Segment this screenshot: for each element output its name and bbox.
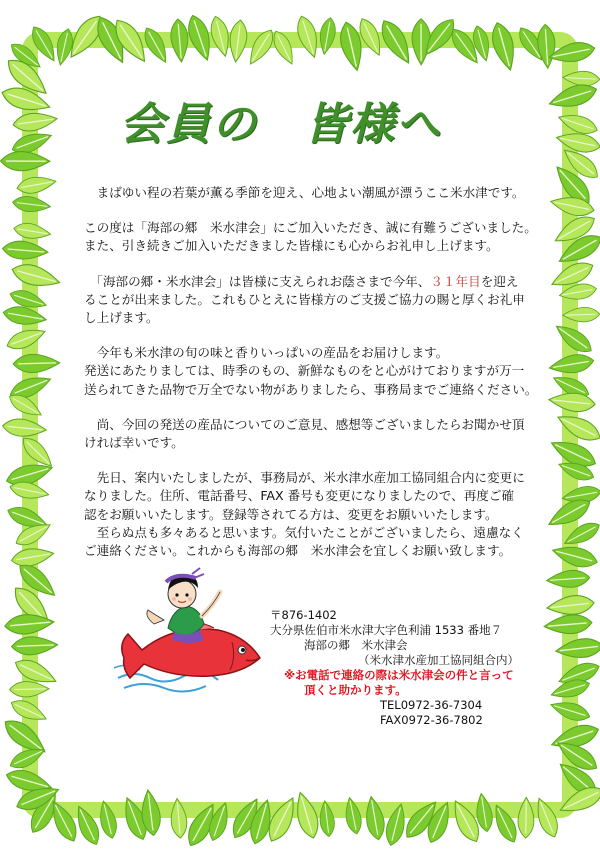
text-line: まばゆい程の若葉が薫る季節を迎え、心地よい潮風が漂うここ米水津です。 [84,185,525,200]
phone-note: ※お電話で連絡の際は米水津会の件と言って [284,668,514,682]
page-title: 会員の 皆様へ [120,99,442,150]
leaf-icon [1,151,50,170]
contact-block [270,608,519,728]
office-location: （米水津水産加工協同組合内） [358,653,519,667]
leaf-icon [2,304,48,328]
leaf-icon [11,636,58,656]
text-line: 尚、今回の発送の産品についてのご意見、感想等ございましたらお聞かせ頂 [84,416,525,432]
org-name: 海部の郷 米水津会 [304,638,408,652]
paragraph-shipping [84,344,556,399]
anniversary-highlight: ３１年目 [430,273,481,289]
leaf-icon [10,545,55,569]
leaf-icon [2,417,47,438]
leaf-icon [13,354,60,373]
leaf-icon [317,16,338,55]
leaf-icon [546,594,595,618]
text-line: ることが出来ました。これもひとえに皆様方のご支援ご協力の賜と厚くお礼申 [84,291,525,307]
address: 大分県佐伯市米水津大字色利浦 1533 番地７ [270,623,503,637]
text-line: ければ幸いです。 [84,435,184,451]
fax-number: FAX0972-36-7802 [380,713,483,727]
letter-body [84,184,556,577]
text-line: 先日、案内いたしましたが、事務局が、米水津水産加工協同組合内に変更に [84,470,525,486]
leaf-icon [555,637,600,661]
paragraph-anniversary [84,273,556,328]
leaf-icon [2,240,49,261]
text-line: ご連絡ください。これからも海部の郷 米水津会を宜しくお願い致します。 [84,543,512,559]
text-line: 認をお願いいたします。登録等されてる方は、変更をお願いいたします。 [84,506,498,522]
leaf-icon [412,19,430,65]
tel-number: TEL0972-36-7304 [380,698,483,712]
leaf-icon [9,681,49,697]
phone-note-cont: 頂くと助かります。 [304,683,407,697]
text-segment: を迎え [480,273,519,289]
leaf-icon [543,613,592,636]
text-line: し上げます。 [84,310,159,326]
leaf-icon [16,174,58,196]
text-line: 今年も米水津の旬の味と香りいっぱいの産品をお届けします。 [84,345,449,361]
leaf-icon [227,19,248,63]
leaf-icon [12,110,58,133]
text-line: 送られてきた品物で万全でない物がありましたら、事務局までご連絡ください。 [84,381,538,397]
text-line: また、引き続きご加入いただきました皆様にも心からお礼申し上げます。 [84,238,499,254]
paragraph-office-change [84,469,556,560]
leaf-icon [13,221,52,241]
leaf-icon [169,18,189,62]
leaf-icon [12,195,52,214]
text-line: なりました。住所、電話番号、FAX 番号も変更になりましたので、再度ご確 [84,488,515,504]
text-line: この度は「海部の郷 米水津会」にご加入いただき、誠に有難うございました。 [84,220,537,236]
text-line: 至らぬ点も多々あると思います。気付いたことがございましたら、遠慮なく [84,524,524,540]
text-line [84,273,556,291]
mascot-illustration-icon [114,566,264,696]
paragraph-feedback [84,416,556,452]
paragraph-thanks [84,219,556,255]
paragraph-greeting [84,184,556,202]
text-segment: 「海部の郷・米水津会」は皆様に支えられお蔭さまで今年、 [84,273,431,289]
leaf-icon [537,24,557,69]
postal-code: 〒876-1402 [270,608,337,622]
text-line: 発送にあたりましては、時季のもの、新鮮なものをと心がけておりますが万一 [84,363,525,379]
leaf-icon [4,612,55,635]
